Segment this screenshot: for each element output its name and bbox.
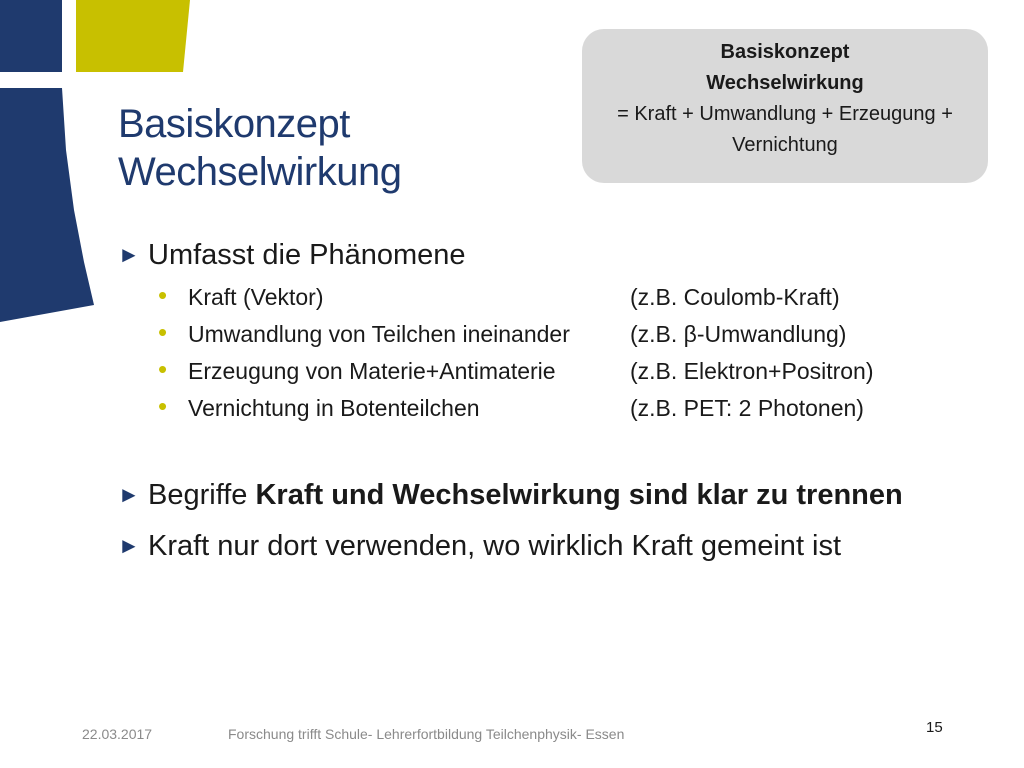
bullet-text-prefix: Begriffe <box>148 479 256 511</box>
dot-bullet-icon: • <box>158 280 168 310</box>
phenomenon-name: Vernichtung in Botenteilchen <box>188 395 480 421</box>
footer-date: 22.03.2017 <box>82 726 153 742</box>
bullet-text: Umfasst die Phänomene <box>148 239 466 271</box>
navy-curved-shape <box>0 88 94 322</box>
page-title <box>118 100 402 196</box>
bullet-terms <box>118 478 903 512</box>
olive-block-shape <box>76 0 190 72</box>
triangle-bullet-icon: ► <box>118 482 140 507</box>
bullet-force-usage <box>118 529 841 563</box>
bullet-text: Kraft nur dort verwenden, wo wirklich Kraft gemeint ist <box>148 530 842 562</box>
phenomenon-example: (z.B. β-Umwandlung) <box>630 321 847 347</box>
dot-bullet-icon: • <box>158 317 168 347</box>
phenomenon-name: Kraft (Vektor) <box>188 284 324 310</box>
phenomenon-name: Erzeugung von Materie+Antimaterie <box>188 358 556 384</box>
callout-formula: = Kraft + Umwandlung + Erzeugung + <box>617 103 953 125</box>
phenomenon-name: Umwandlung von Teilchen ineinander <box>188 321 570 347</box>
phenomenon-example: (z.B. PET: 2 Photonen) <box>630 395 864 421</box>
definition-callout <box>582 29 988 183</box>
phenomenon-example: (z.B. Elektron+Positron) <box>630 358 874 384</box>
triangle-bullet-icon: ► <box>118 242 140 267</box>
bullet-text-bold: Kraft und Wechselwirkung sind klar zu trennen <box>255 479 903 511</box>
callout-formula-end: Vernichtung <box>732 134 838 156</box>
navy-square-shape <box>0 0 62 72</box>
dot-bullet-icon: • <box>158 391 168 421</box>
page-number: 15 <box>926 719 943 736</box>
callout-heading-2: Wechselwirkung <box>706 72 864 94</box>
title-line-2: Wechselwirkung <box>118 150 402 194</box>
triangle-bullet-icon: ► <box>118 533 140 558</box>
callout-heading-1: Basiskonzept <box>720 41 850 63</box>
phenomenon-example: (z.B. Coulomb-Kraft) <box>630 284 840 310</box>
bullet-phenomena <box>118 238 466 272</box>
dot-bullet-icon: • <box>158 354 168 384</box>
title-line-1: Basiskonzept <box>118 102 350 146</box>
footer-text: Forschung trifft Schule- Lehrerfortbildung Teilchenphysik- Essen <box>228 726 625 742</box>
